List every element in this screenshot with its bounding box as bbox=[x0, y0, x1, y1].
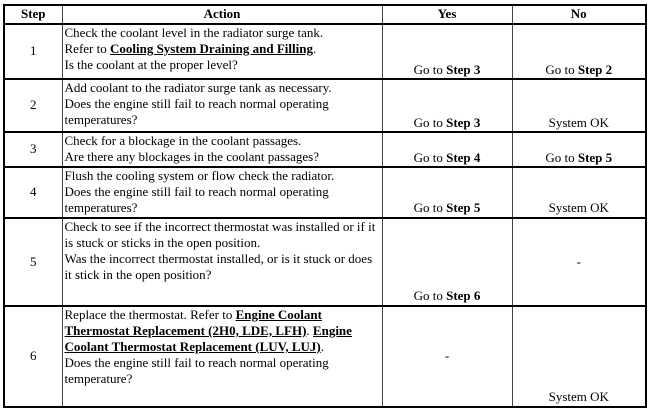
link-thermostat-replacement-2h0[interactable]: Engine Coolant Thermostat Replacement (2H0, LDE, LFH) bbox=[64, 306, 322, 338]
yes-text: Go to bbox=[413, 288, 447, 304]
yes-step-link[interactable]: Step 6 bbox=[446, 288, 481, 304]
yes-text: Go to bbox=[413, 61, 447, 77]
action-cell bbox=[62, 132, 382, 167]
action-text: Check for a blockage in the coolant passages. bbox=[64, 133, 302, 148]
action-cell bbox=[62, 79, 382, 132]
action-text: Check the coolant level in the radiator surge tank. bbox=[64, 25, 324, 40]
no-step-link[interactable]: Step 2 bbox=[577, 61, 613, 77]
header-yes: Yes bbox=[382, 5, 512, 24]
step-number: 1 bbox=[4, 24, 62, 79]
no-cell bbox=[512, 132, 646, 167]
yes-step-link[interactable]: Step 3 bbox=[446, 61, 481, 77]
no-text: Go to bbox=[545, 149, 578, 165]
table-row bbox=[4, 218, 646, 306]
yes-cell bbox=[382, 167, 512, 218]
header-row bbox=[4, 5, 646, 24]
table-row bbox=[4, 306, 646, 407]
step-number: 6 bbox=[4, 306, 62, 407]
no-cell: System OK bbox=[512, 79, 646, 132]
yes-step-link[interactable]: Step 5 bbox=[446, 200, 481, 216]
yes-step-link[interactable]: Step 3 bbox=[446, 114, 481, 130]
no-cell: - bbox=[512, 218, 646, 306]
action-text: Was the incorrect thermostat installed, or is it stuck or does it stick in the open position? bbox=[64, 251, 373, 283]
action-text: . bbox=[306, 322, 313, 338]
action-text: Check to see if the incorrect thermostat was installed or if it is stuck or sticks in the open position. bbox=[64, 218, 376, 250]
no-cell bbox=[512, 24, 646, 79]
yes-cell bbox=[382, 132, 512, 167]
yes-cell bbox=[382, 79, 512, 132]
yes-text: Go to bbox=[413, 149, 447, 165]
yes-step-link[interactable]: Step 4 bbox=[446, 149, 481, 165]
header-no: No bbox=[512, 5, 646, 24]
table-row bbox=[4, 79, 646, 132]
action-cell bbox=[62, 306, 382, 407]
step-number: 3 bbox=[4, 132, 62, 167]
step-number: 4 bbox=[4, 167, 62, 218]
action-text: Does the engine still fail to reach normal operating temperatures? bbox=[64, 184, 329, 216]
action-text: . bbox=[312, 41, 317, 57]
action-text: Is the coolant at the proper level? bbox=[64, 57, 238, 73]
action-text: Replace the thermostat. Refer to bbox=[64, 306, 236, 322]
diagnostic-table bbox=[3, 4, 647, 408]
no-cell: System OK bbox=[512, 167, 646, 218]
step-number: 5 bbox=[4, 218, 62, 306]
action-text: Flush the cooling system or flow check the radiator. bbox=[64, 168, 335, 183]
action-cell bbox=[62, 218, 382, 306]
action-text: Are there any blockages in the coolant passages? bbox=[64, 149, 319, 165]
yes-cell bbox=[382, 24, 512, 79]
yes-text: Go to bbox=[413, 200, 447, 216]
no-step-link[interactable]: Step 5 bbox=[577, 149, 613, 165]
link-cooling-system-draining[interactable]: Cooling System Draining and Filling bbox=[109, 41, 313, 57]
action-cell bbox=[62, 167, 382, 218]
action-text: Does the engine still fail to reach normal operating temperatures? bbox=[64, 96, 329, 128]
header-action: Action bbox=[62, 5, 382, 24]
table-row bbox=[4, 132, 646, 167]
header-step: Step bbox=[4, 5, 62, 24]
yes-cell bbox=[382, 218, 512, 306]
action-text: Add coolant to the radiator surge tank as necessary. bbox=[64, 80, 332, 95]
action-text: Does the engine still fail to reach normal operating temperature? bbox=[64, 355, 329, 387]
no-text: Go to bbox=[545, 61, 578, 77]
step-number: 2 bbox=[4, 79, 62, 132]
link-thermostat-replacement-luv[interactable]: Engine Coolant Thermostat Replacement (LUV, LUJ) bbox=[64, 322, 352, 355]
action-cell bbox=[62, 24, 382, 79]
yes-cell: - bbox=[382, 306, 512, 407]
action-text: Refer to bbox=[64, 41, 110, 57]
table-row bbox=[4, 24, 646, 79]
no-cell: System OK bbox=[512, 306, 646, 407]
yes-text: Go to bbox=[413, 114, 447, 130]
action-text: . bbox=[320, 339, 324, 355]
table-row bbox=[4, 167, 646, 218]
